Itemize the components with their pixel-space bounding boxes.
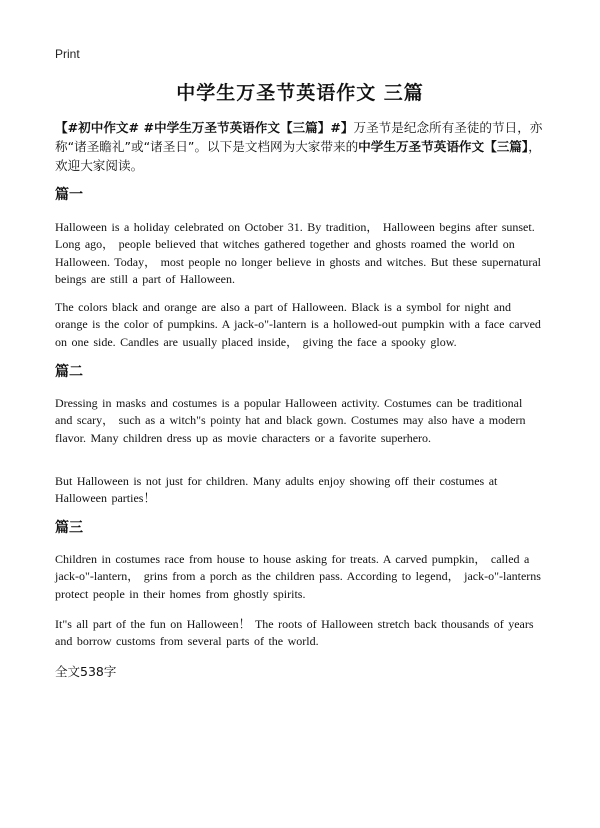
section-heading-1: 篇一 (55, 187, 83, 203)
section-1-paragraph-2: The colors black and orange are also a part of Halloween. Black is a symbol for night and orange is the color of pumpkins. A jack-o"-lantern is a hollowed-out pumpkin with a face carved on one side. Candles are usually placed inside， giving the face a spooky glow. (55, 300, 541, 349)
section-1-paragraph-1: Halloween is a holiday celebrated on October 31. By tradition， Halloween begins after sunset. Long ago， people believed that witches gathered together and ghosts roamed the world on Halloween. Today， most people no longer believe in ghosts and witches. But these supernatural beings are still a part of Halloween. (55, 220, 542, 286)
word-count: 全文538字 (55, 664, 117, 679)
section-2-paragraph-2: But Halloween is not just for children. Many adults enjoy showing off their costumes at Halloween parties！ (55, 474, 498, 506)
section-3-paragraph-1: Children in costumes race from house to house asking for treats. A carved pumpkin， called a jack-o"-lantern， grins from a porch as the children pass. According to legend， jack-o"-lanterns protect people in their homes from ghostly spirits. (55, 552, 541, 601)
intro-text-1: 万圣节是纪念所有圣徒的节日，亦称“诸圣瞻礼”或“诸圣日”。以下是文档网为大家带来的 (55, 120, 543, 154)
page-title: 中学生万圣节英语作文 三篇 (176, 82, 424, 104)
section-heading-2: 篇二 (55, 364, 83, 380)
intro-paragraph (55, 118, 547, 175)
intro-text-2: ，欢迎大家阅读。 (55, 139, 541, 173)
intro-tag-prefix: 【#初中作文# #中学生万圣节英语作文【三篇】#】 (55, 120, 354, 135)
section-2-paragraph-1: Dressing in masks and costumes is a popular Halloween activity. Costumes can be traditional and scary， such as a witch"s pointy hat and black gown. Costumes may also have a modern flavor. Many children dress up as movie characters or a favorite superhero. (55, 396, 526, 445)
section-3-paragraph-2: It"s all part of the fun on Halloween！ The roots of Halloween stretch back thousands of years and borrow customs from several parts of the world. (55, 617, 534, 649)
print-link[interactable]: Print (55, 47, 80, 61)
section-heading-3: 篇三 (55, 520, 83, 536)
intro-bold-title: 中学生万圣节英语作文【三篇】 (358, 139, 529, 154)
